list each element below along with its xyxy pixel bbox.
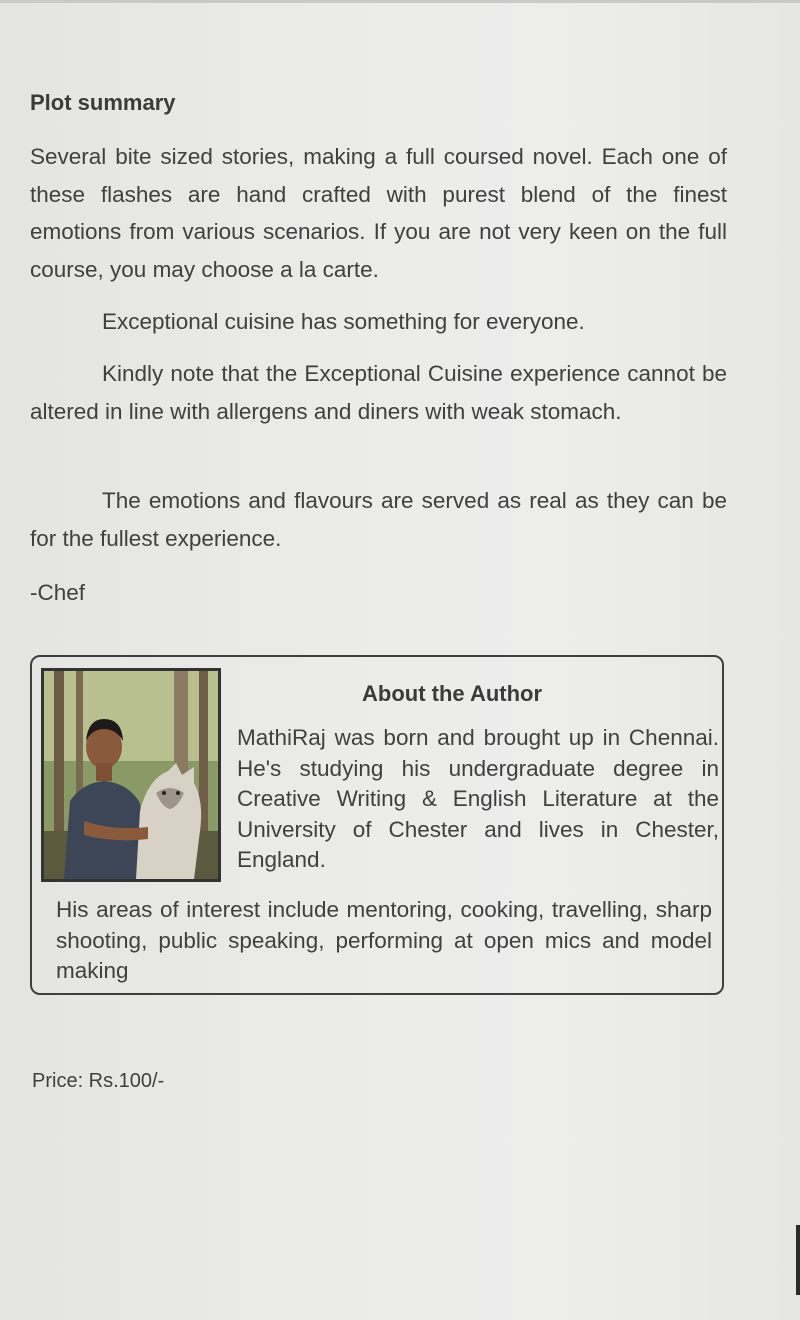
plot-paragraph-4: The emotions and flavours are served as real as they can be for the fullest experience. [30, 488, 727, 551]
author-photo-image [44, 671, 218, 879]
about-author-box [30, 655, 724, 995]
page-top-edge [0, 0, 800, 3]
author-interests: His areas of interest include mentoring, cooking, travelling, sharp shooting, public speaking, performing at open mics and model making [56, 897, 712, 983]
chef-signature: -Chef [30, 580, 86, 605]
author-photo [41, 668, 221, 882]
page-edge-mark [796, 1225, 800, 1295]
price-label: Price: Rs.100/- [32, 1070, 165, 1092]
plot-summary-heading: Plot summary [30, 90, 176, 115]
author-bio: MathiRaj was born and brought up in Chennai. He's studying his undergraduate degree in Creative Writing & English Literature at the University of Chester and lives in Chester, England. [237, 725, 719, 872]
plot-paragraph-2: Exceptional cuisine has something for everyone. [102, 309, 585, 334]
plot-paragraph-3: Kindly note that the Exceptional Cuisine experience cannot be altered in line with allergens and diners with weak stomach. [30, 361, 727, 424]
about-author-title: About the Author [362, 681, 543, 706]
plot-paragraph-1: Several bite sized stories, making a full coursed novel. Each one of these flashes are hand crafted with purest blend of the finest emotions from various scenarios. If you are not very keen on the full course, you may choose a la carte. [30, 144, 727, 282]
